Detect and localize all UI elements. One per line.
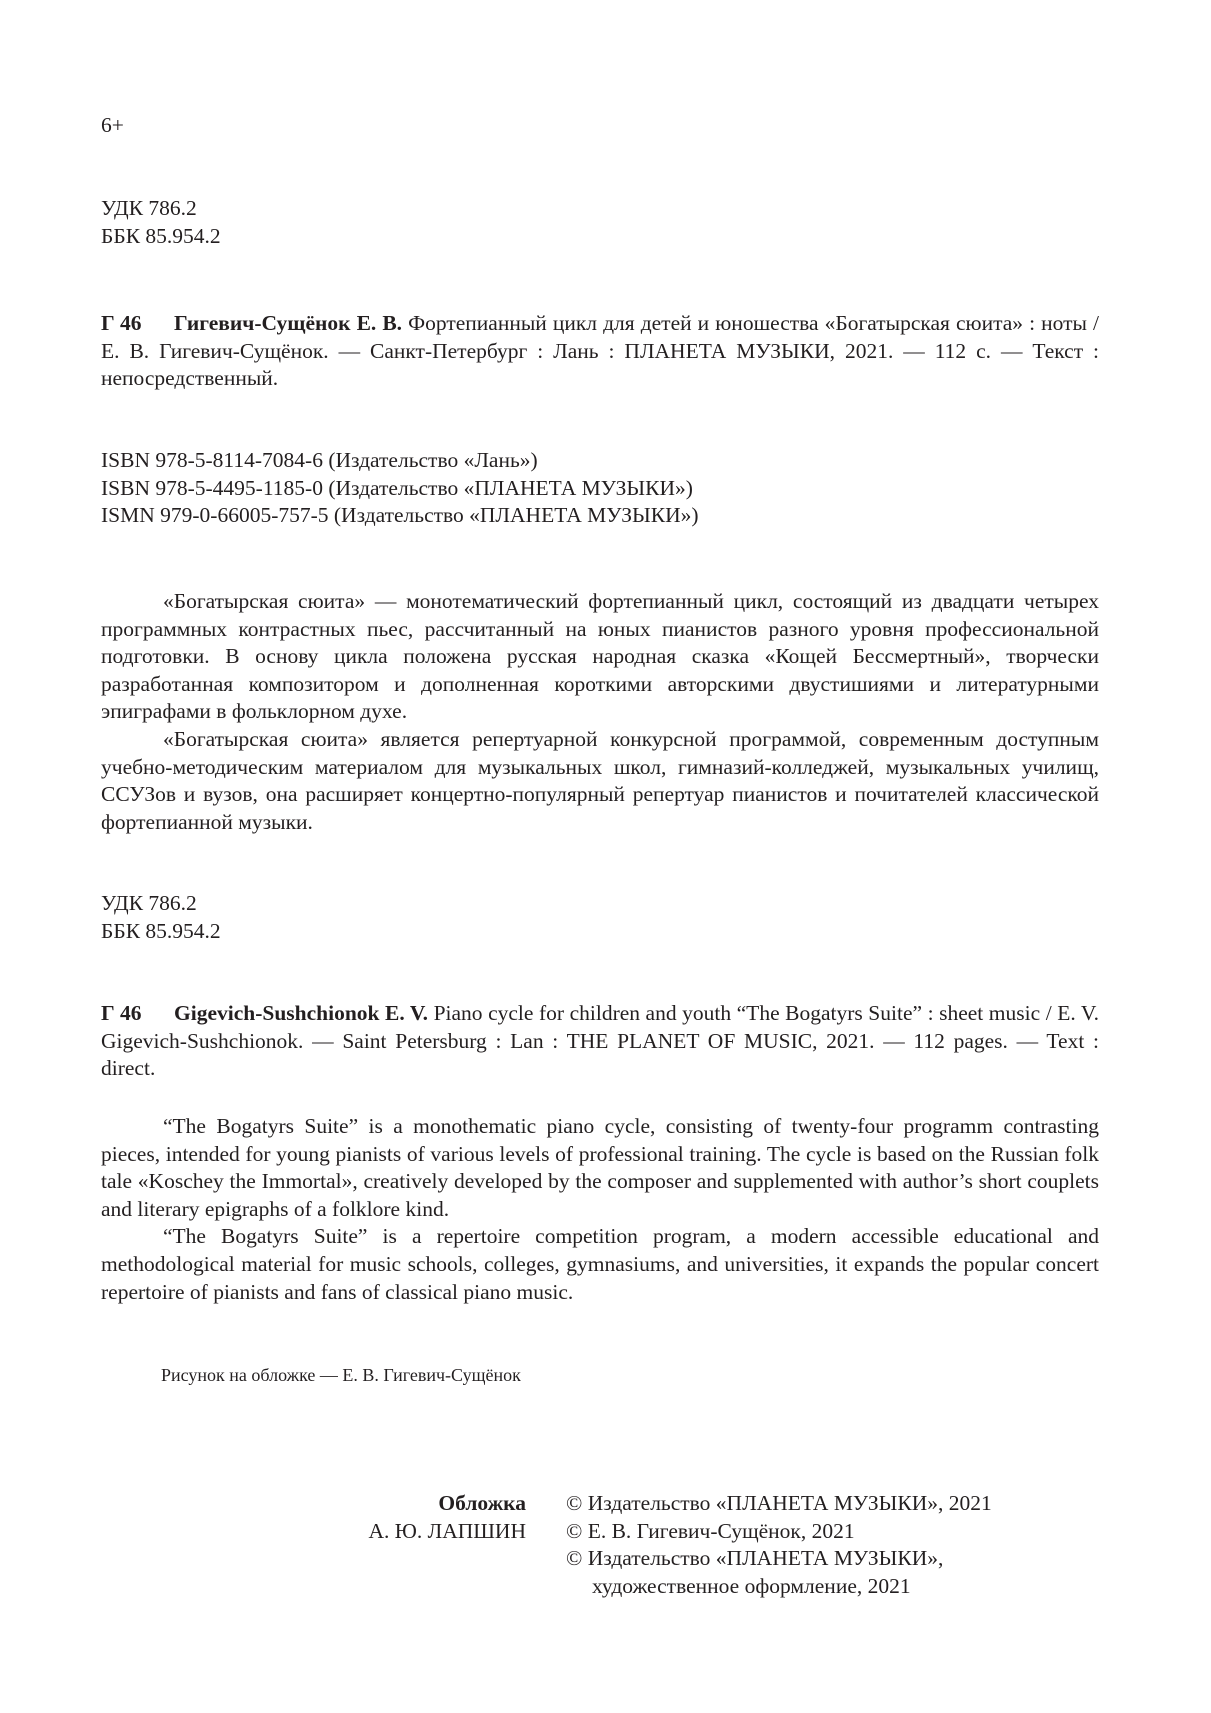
cover-illustration-credit: Рисунок на обложке — Е. В. Гигевич-Сущёнок [161,1365,521,1385]
abstract-paragraph: “The Bogatyrs Suite” is a repertoire competition program, a modern accessible educational and methodological material for music schools, colleges, gymnasiums, and universities, it expands the popular concert repertoire of pianists and fans of classical piano music. [101,1224,1099,1304]
entry-text: Piano cycle for children and youth “The Bogatyrs Suite” : sheet music / E. V. Gigevich-Sushchionok. — Saint Petersburg : Lan : THE PLANET OF MUSIC, 2021. — 112 pages. — Text : direct. [101,1001,1099,1081]
classification-codes [101,195,1099,250]
udk-code: УДК 786.2 [101,891,197,915]
bbk-code: ББК 85.954.2 [101,223,221,248]
classification-codes-2 [101,890,1099,945]
entry-author: Gigevich-Sushchionok E. V. [174,1001,429,1025]
abstract-paragraph: «Богатырская сюита» — монотематический фортепианный цикл, состоящий из двадцати четырех программных контрастных пьес, рассчитанный на юных пианистов разного уровня профессиональной подготовки. В основу цикла положена русская народная сказка «Кощей Бессмертный», творчески разработанная композитором и дополненная короткими авторскими двустишиями и литературными эпиграфами в фольклорном духе. [101,589,1099,724]
cover-designer [300,1490,526,1545]
isbn-line: ISBN 978-5-4495-1185-0 (Издательство «ПЛАНЕТА МУЗЫКИ») [101,475,693,500]
isbn-line: ISBN 978-5-8114-7084-6 (Издательство «Лань») [101,448,538,472]
abstract-paragraph: «Богатырская сюита» является репертуарной конкурсной программой, современным доступным учебно-методическим материалом для музыкальных школ, гимназий-колледжей, музыкальных училищ, ССУЗов и вузов, она расширяет концертно-популярный репертуар пианистов и почитателей классической фортепианной музыки. [101,726,1099,834]
entry-code: Г 46 [101,311,142,335]
entry-code: Г 46 [101,1001,142,1025]
age-rating: 6+ [101,113,124,137]
cover-designer-name: А. Ю. ЛАПШИН [368,1518,526,1543]
copyright-line: художественное оформление, 2021 [592,1573,911,1598]
isbn-line: ISMN 979-0-66005-757-5 (Издательство «ПЛАНЕТА МУЗЫКИ») [101,503,699,528]
copyright-line: © Издательство «ПЛАНЕТА МУЗЫКИ», 2021 [566,1491,992,1515]
abstract-paragraph: “The Bogatyrs Suite” is a monothematic piano cycle, consisting of twenty-four programm contrasting pieces, intended for young pianists of various levels of professional training. The cycle is based on the Russian folk tale «Koschey the Immortal», creatively developed by the composer and supplemented with author’s short couplets and literary epigraphs of a folklore kind. [101,1114,1099,1221]
en-bibliographic-entry [101,1000,1099,1083]
en-abstract [101,1113,1099,1306]
copyright-line: © Е. В. Гигевич-Сущёнок, 2021 [566,1518,855,1543]
ru-bibliographic-entry [101,310,1099,393]
entry-text: Фортепианный цикл для детей и юношества «Богатырская сюита» : ноты / Е. В. Гигевич-Сущёнок. — Санкт-Петербург : Лань : ПЛАНЕТА МУЗЫКИ, 2021. — 112 с. — Текст : непосредственный. [101,311,1099,391]
bbk-code: ББК 85.954.2 [101,918,221,943]
copyright-line: © Издательство «ПЛАНЕТА МУЗЫКИ», [566,1546,944,1571]
isbn-list [101,447,1099,530]
copyright-notices [566,1490,992,1600]
udk-code: УДК 786.2 [101,196,197,220]
cover-label: Обложка [438,1491,526,1515]
entry-author: Гигевич-Сущёнок Е. В. [174,311,403,335]
ru-abstract [101,588,1099,836]
